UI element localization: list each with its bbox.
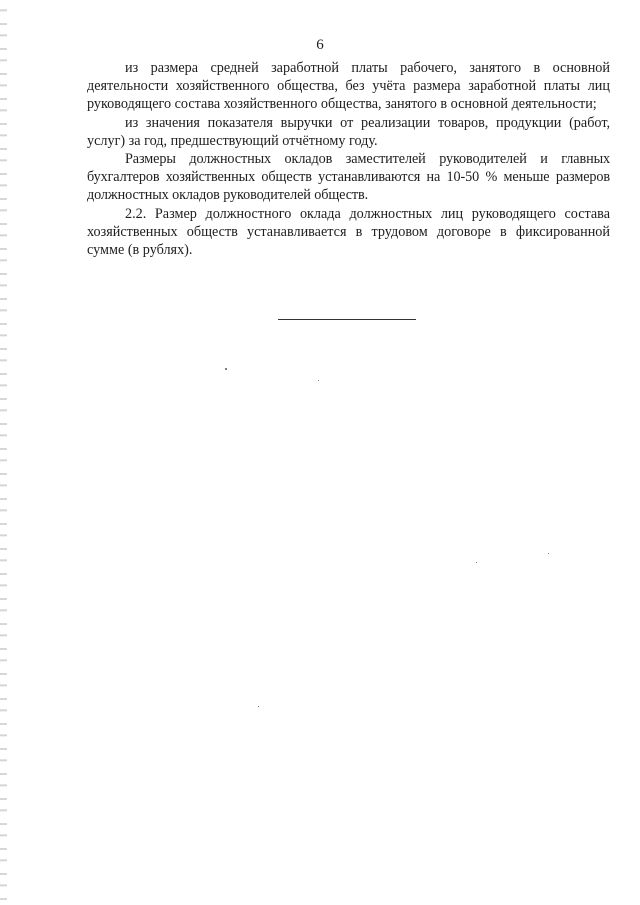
- scan-speck: [548, 553, 549, 554]
- paragraph-2-2: 2.2. Размер должностного оклада должностных лиц руководящего состава хозяйственных обществ устанавливается в трудовом договоре в фиксированной сумме (в рублях).: [87, 205, 610, 259]
- scan-speck: [318, 380, 319, 381]
- paragraph-deputy-salaries: Размеры должностных окладов заместителей руководителей и главных бухгалтеров хозяйственных обществ устанавливаются на 10-50 % меньше размеров должностных окладов руководителей обществ.: [87, 151, 610, 204]
- page-number: 6: [316, 37, 324, 53]
- scan-left-edge: [0, 0, 7, 905]
- paragraph-salary-base: из размера средней заработной платы рабочего, занятого в основной деятельности хозяйственного общества, без учёта размера заработной платы лиц руководящего состава хозяйственного общества, занятого в основной деятельности;: [87, 60, 610, 113]
- scan-speck: [476, 562, 477, 563]
- closing-rule: [278, 319, 416, 320]
- scan-speck: [258, 706, 259, 707]
- scan-speck: [225, 368, 227, 370]
- paragraph-revenue-base: из значения показателя выручки от реализации товаров, продукции (работ, услуг) за год, предшествующий отчётному году.: [87, 114, 610, 149]
- document-body: [87, 59, 610, 259]
